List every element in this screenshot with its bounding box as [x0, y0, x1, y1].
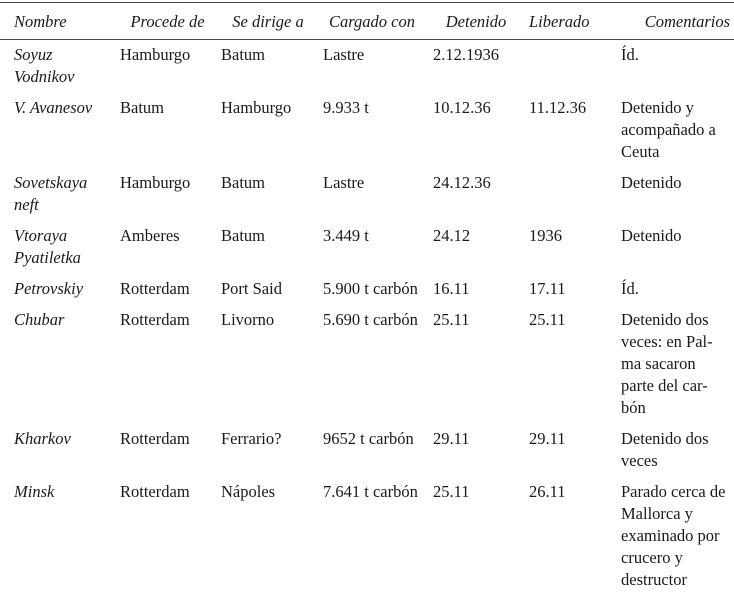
cell-liberado: 26.11: [529, 482, 566, 501]
cell-liberado: 1936: [529, 226, 562, 245]
cell-liberado: 25.11: [529, 310, 566, 329]
cell-detenido: 25.11: [433, 482, 470, 501]
cell-cargado-con: 9.933 t: [323, 98, 369, 117]
cell-se-dirige-a: Ferrario?: [221, 429, 282, 448]
cell-se-dirige-a: Hamburgo: [221, 98, 292, 117]
cell-comentarios: Íd.: [621, 279, 639, 298]
cell-detenido: 24.12: [433, 226, 471, 245]
cell-se-dirige-a: Livorno: [221, 310, 275, 329]
cell-comentarios: Íd.: [621, 45, 639, 64]
cell-cargado-con: 9652 t carbón: [323, 429, 414, 448]
table-row: [0, 424, 734, 477]
cell-procede-de: Batum: [120, 98, 164, 117]
table-row: [0, 477, 734, 596]
cell-comentarios: Detenido: [621, 173, 682, 192]
cell-se-dirige-a: Batum: [221, 226, 265, 245]
cell-liberado: 17.11: [529, 279, 566, 298]
cell-se-dirige-a: Port Said: [221, 279, 282, 298]
cell-procede-de: Hamburgo: [120, 45, 191, 64]
cell-cargado-con: 5.690 t carbón: [323, 310, 418, 329]
header-procede-de: Procede de: [120, 3, 221, 40]
cell-comentarios: Detenido dos veces: [621, 429, 709, 470]
cell-liberado: 11.12.36: [529, 98, 587, 117]
cell-detenido: 25.11: [433, 310, 470, 329]
cell-procede-de: Amberes: [120, 226, 180, 245]
cell-procede-de: Rotterdam: [120, 429, 190, 448]
table-row: [0, 93, 734, 168]
cell-comentarios: Detenido y acompañado a Ceuta: [621, 98, 716, 161]
header-liberado: Liberado: [529, 3, 621, 40]
cell-comentarios: Detenido: [621, 226, 682, 245]
cell-cargado-con: 3.449 t: [323, 226, 369, 245]
cell-nombre: Sovetskaya neft: [14, 173, 88, 214]
cell-liberado: 29.11: [529, 429, 566, 448]
cell-detenido: 10.12.36: [433, 98, 491, 117]
ships-table: [0, 2, 734, 596]
cell-procede-de: Rotterdam: [120, 279, 190, 298]
table-row: [0, 40, 734, 94]
cell-nombre: Minsk: [14, 482, 55, 501]
cell-nombre: V. Avanesov: [14, 98, 93, 117]
header-nombre: Nombre: [0, 3, 120, 40]
table-row: [0, 305, 734, 424]
table-row: [0, 221, 734, 274]
header-detenido: Detenido: [429, 3, 529, 40]
cell-se-dirige-a: Nápoles: [221, 482, 276, 501]
header-comentarios: Comentarios: [621, 3, 734, 40]
cell-comentarios: Detenido dos veces: en Pal-ma sacaron parte del car-bón: [621, 310, 713, 417]
cell-detenido: 2.12.1936: [433, 45, 499, 64]
cell-cargado-con: 7.641 t carbón: [323, 482, 418, 501]
cell-nombre: Vtoraya Pyatiletka: [14, 226, 81, 267]
cell-cargado-con: Lastre: [323, 173, 365, 192]
header-se-dirige-a: Se dirige a: [221, 3, 321, 40]
header-cargado-con: Cargado con: [321, 3, 429, 40]
cell-procede-de: Hamburgo: [120, 173, 191, 192]
cell-comentarios: Parado cerca de Mallorca y examinado por crucero y destructor: [621, 482, 726, 589]
header-row: [0, 3, 734, 40]
table-row: [0, 168, 734, 221]
cell-nombre: Chubar: [14, 310, 65, 329]
cell-procede-de: Rotterdam: [120, 310, 190, 329]
cell-detenido: 24.12.36: [433, 173, 491, 192]
cell-procede-de: Rotterdam: [120, 482, 190, 501]
cell-se-dirige-a: Batum: [221, 45, 265, 64]
cell-nombre: Kharkov: [14, 429, 71, 448]
cell-nombre: Petrovskiy: [14, 279, 84, 298]
cell-liberado: [529, 168, 621, 221]
table-body: [0, 40, 734, 597]
table-header: [0, 3, 734, 40]
cell-cargado-con: Lastre: [323, 45, 365, 64]
cell-cargado-con: 5.900 t carbón: [323, 279, 418, 298]
cell-se-dirige-a: Batum: [221, 173, 265, 192]
table-row: [0, 274, 734, 305]
cell-detenido: 29.11: [433, 429, 470, 448]
cell-detenido: 16.11: [433, 279, 470, 298]
cell-liberado: [529, 40, 621, 94]
cell-nombre: Soyuz Vodnikov: [14, 45, 75, 86]
